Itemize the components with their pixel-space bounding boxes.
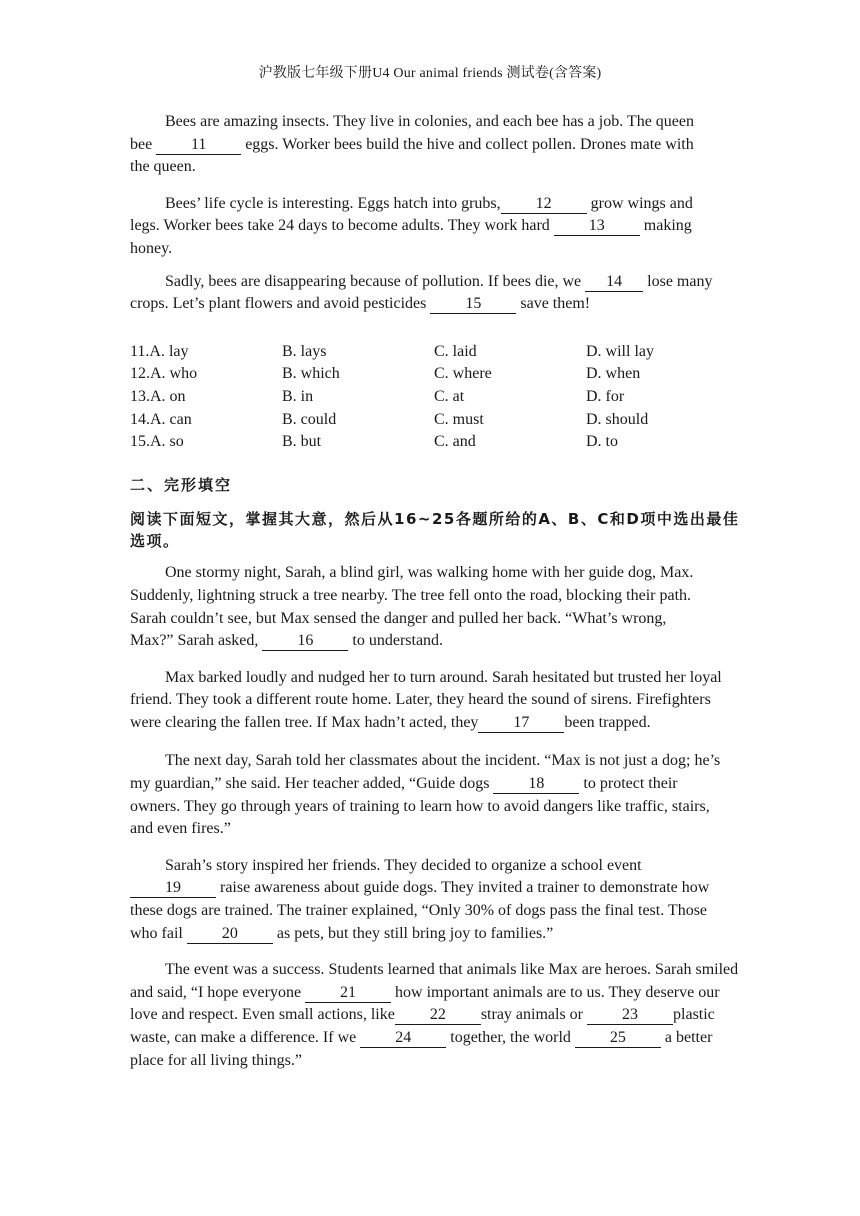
blank-19: 19 [130, 879, 216, 898]
section-instruction: 阅读下面短文，掌握其大意，然后从16~25各题所给的A、B、C和D项中选出最佳选项。 [130, 510, 740, 551]
passage2-paragraph-4: Sarah’s story inspired her friends. They decided to organize a school event 19 raise awareness about guide dogs. They invited a trainer to demonstrate how these dogs are trained. The trainer explained, “Only 30% of dogs pass the final test. Those who fail 20 as pets, but they still bring joy to families.” [130, 856, 710, 942]
option-13-c: C. at [434, 387, 465, 405]
passage1-paragraph-2: Bees’ life cycle is interesting. Eggs hatch into grubs, 12 grow wings and legs. Worker bees take 24 days to become adults. They work hard 13 making honey. [130, 194, 693, 257]
option-12-d: D. when [586, 365, 641, 383]
passage2-paragraph-3: The next day, Sarah told her classmates about the incident. “Max is not just a dog; he’s my guardian,” she said. Her teacher added, “Guide dogs 18 to protect their owners. They go through years of training to learn how to avoid dangers like traffic, stairs, and even fires.” [130, 752, 721, 838]
passage2-paragraph-5: The event was a success. Students learned that animals like Max are heroes. Sarah smiled and said, “I hope everyone 21 how important animals are to us. They deserve our love and respect. Even small actions, like 22 stray animals or 23 plastic waste, can make a difference. If we 24 together, the world 25 a better place for all living things.” [130, 961, 739, 1069]
option-14-d: D. should [586, 410, 649, 428]
option-row-13 [130, 386, 742, 409]
blank-24: 24 [360, 1029, 446, 1048]
option-13-b: B. in [282, 387, 314, 405]
blank-13: 13 [554, 217, 640, 236]
option-15-c: C. and [434, 433, 476, 451]
option-row-11 [130, 341, 742, 364]
blank-23: 23 [587, 1006, 673, 1025]
blank-17: 17 [478, 714, 564, 733]
option-15-a: 15.A. so [130, 433, 184, 451]
option-row-14 [130, 409, 742, 432]
blank-20: 20 [187, 925, 273, 944]
option-13-a: 13.A. on [130, 387, 186, 405]
blank-14: 14 [585, 273, 643, 292]
option-12-b: B. which [282, 365, 340, 383]
passage1-paragraph-3: Sadly, bees are disappearing because of pollution. If bees die, we 14 lose many crops. Let’s plant flowers and avoid pesticides 15 save them! [130, 272, 713, 313]
options-list [130, 341, 742, 454]
blank-22: 22 [395, 1006, 481, 1025]
option-12-c: C. where [434, 365, 492, 383]
option-row-12 [130, 363, 742, 386]
option-14-c: C. must [434, 410, 484, 428]
blank-12: 12 [501, 195, 587, 214]
option-11-d: D. will lay [586, 342, 654, 360]
section-title: 二、完形填空 [130, 475, 233, 494]
option-11-a: 11.A. lay [130, 342, 189, 360]
option-15-b: B. but [282, 433, 322, 451]
blank-21: 21 [305, 984, 391, 1003]
option-13-d: D. for [586, 387, 625, 405]
option-row-15 [130, 431, 742, 454]
blank-16: 16 [262, 632, 348, 651]
page-header: 沪教版七年级下册U4 Our animal friends 测试卷(含答案) [258, 66, 602, 81]
blank-25: 25 [575, 1029, 661, 1048]
passage2-paragraph-2: Max barked loudly and nudged her to turn around. Sarah hesitated but trusted her loyal friend. They took a different route home. Later, they heard the sound of sirens. Firefighters were clearing the fallen tree. If Max hadn’t acted, they 17 been trapped. [130, 668, 722, 731]
option-11-b: B. lays [282, 342, 327, 360]
option-15-d: D. to [586, 433, 618, 451]
option-14-a: 14.A. can [130, 410, 192, 428]
option-12-a: 12.A. who [130, 365, 198, 383]
document-body [130, 111, 742, 1072]
option-11-c: C. laid [434, 342, 477, 360]
passage2-paragraph-1: One stormy night, Sarah, a blind girl, was walking home with her guide dog, Max. Suddenly, lightning struck a tree nearby. The tree fell onto the road, blocking their path. Sarah couldn’t see, but Max sensed the danger and pulled her back. “What’s wrong, Max?” Sarah asked, 16 to understand. [130, 564, 694, 650]
blank-18: 18 [493, 775, 579, 794]
blank-11: 11 [156, 136, 241, 155]
blank-15: 15 [430, 295, 516, 314]
option-14-b: B. could [282, 410, 337, 428]
passage1-paragraph-1: Bees are amazing insects. They live in colonies, and each bee has a job. The queen bee 11 eggs. Worker bees build the hive and collect pollen. Drones mate with the queen. [130, 113, 694, 176]
